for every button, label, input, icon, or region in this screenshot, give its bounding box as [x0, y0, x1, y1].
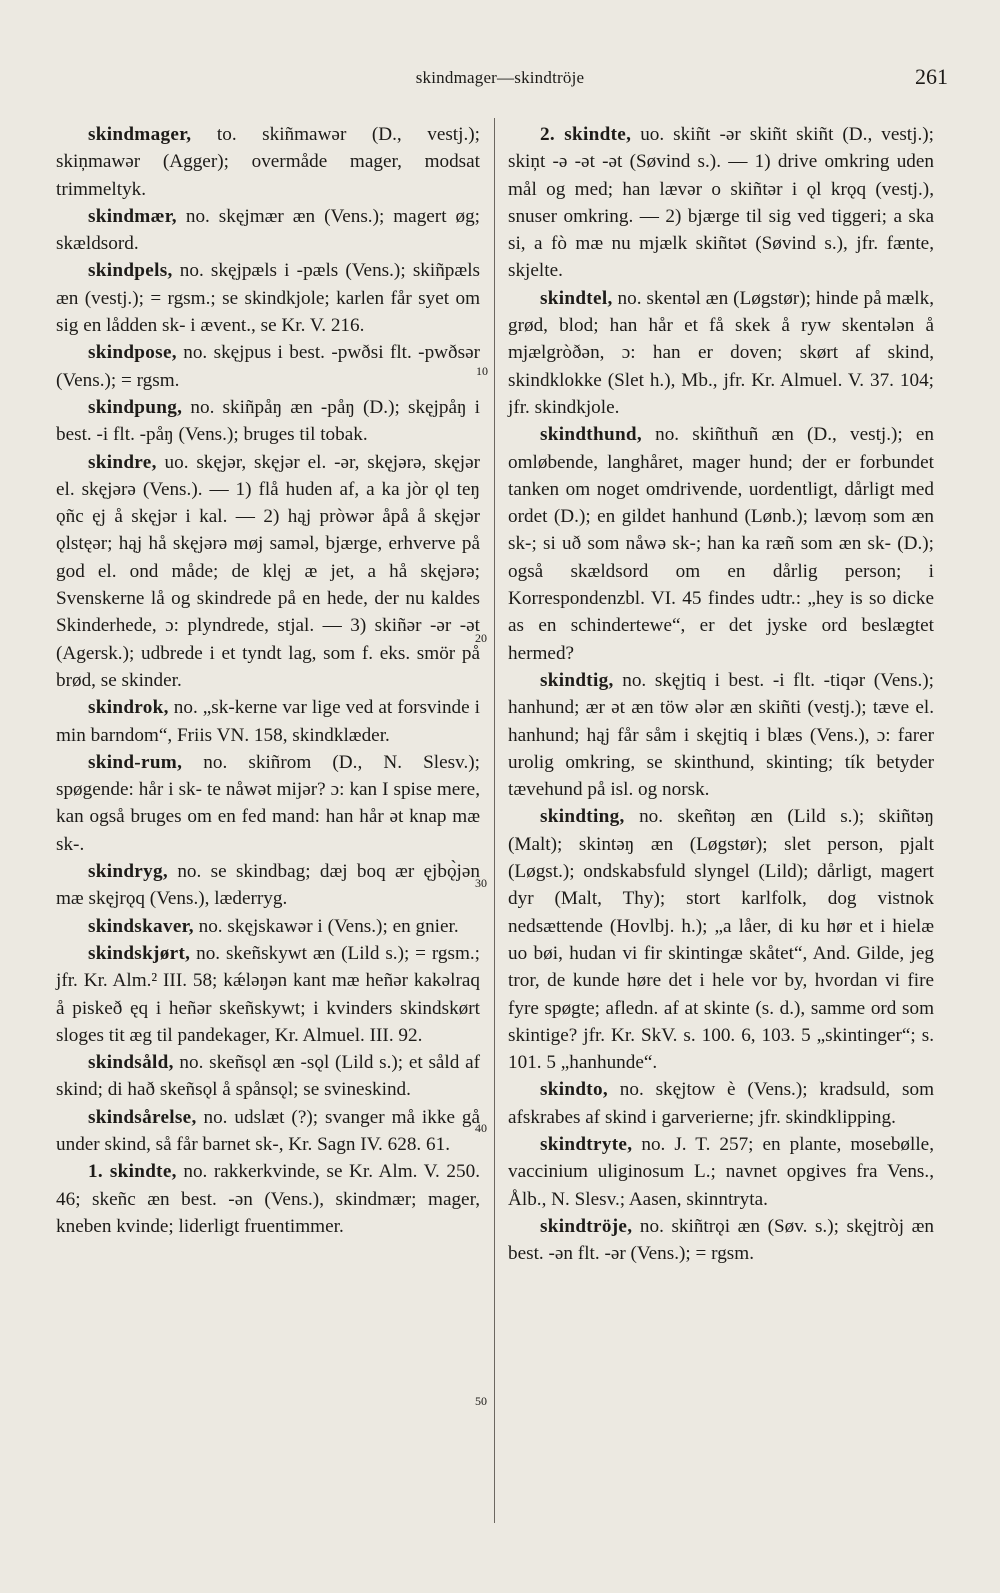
dictionary-entry — [56, 203, 480, 258]
headword: skindtig, — [540, 669, 614, 691]
headword: skindskaver, — [88, 915, 194, 937]
dictionary-entry — [56, 749, 480, 858]
dictionary-entry — [56, 394, 480, 449]
line-number: 50 — [475, 1394, 487, 1408]
headword: skindpung, — [88, 396, 183, 418]
running-head: skindmager—skindtröje — [415, 68, 585, 87]
entry-text: to. skiñmawər (D., vestj.); skiņmawər (Agger); overmåde mager, modsat trimmeltyk. — [56, 124, 480, 200]
headword: skindsårelse, — [88, 1106, 197, 1128]
headword: skind-rum, — [88, 751, 183, 773]
entry-text: no. skiñtrǫi æn (Søv. s.); skęjtròj æn best. -ən flt. -ər (Vens.); = rgsm. — [508, 1215, 934, 1265]
page-number: 261 — [915, 64, 948, 89]
entry-text: no. skeñsǫl æn -sǫl (Lild s.); et såld af skind; di hað skeñsǫl å spånsǫl; se svineskind. — [56, 1052, 480, 1101]
line-number: 10 — [476, 364, 488, 378]
entry-text: no. skęjpæls i -pæls (Vens.); skiñpæls æn (vestj.); = rgsm.; se skindkjole; karlen får syet om sig en lådden sk- i ævent., se Kr. V. 216. — [56, 260, 480, 337]
dictionary-entry — [56, 121, 480, 203]
left-column — [56, 121, 480, 1240]
headword: skindto, — [540, 1079, 608, 1101]
column-divider — [494, 118, 495, 1523]
line-number: 30 — [475, 876, 487, 890]
headword: skindryg, — [88, 861, 169, 883]
entry-text: no. skęjtiq i best. -i flt. -tiqər (Vens.); hanhund; ær ət æn töw ələr æn skiñti (vestj.); tæve el. hanhund; hąj får såm i skęjtiq i blæs (Vens.), ɔ: farer urolig omkring, se skinthund, skinting; tík betyder tævehund på isl. og norsk. — [508, 669, 934, 801]
headword: skindmær, — [88, 205, 177, 227]
dictionary-entry — [508, 667, 934, 803]
dictionary-entry — [508, 1076, 934, 1131]
dictionary-entry — [56, 858, 480, 913]
entry-text: no. skęjmær æn (Vens.); magert øg; skældsord. — [56, 205, 480, 255]
dictionary-entry — [56, 257, 480, 339]
entry-text: uo. skęjər, skęjər el. -ər, skęjərə, skęjər el. skęjərə (Vens.). — 1) flå huden af, a ka jòr ǫl teŋ ǫñc ęj å skęjər i kal. — 2) hąj pròwər åpå å skęjər ǫlstęər; hąj hå skęjərə møj saməl, bjærge, erhverve på god el. ond måde; de klęj æ jet, a hå skęjərə; Svenskerne lå og skindrede på en hede, der nu kaldes Skinderhede, ɔ: plyndrede, stjal. — 3) skiñər -ər -ət (Agersk.); udbrede i et tyndt lag, som f. eks. smör på brød, se skinder. — [56, 451, 480, 691]
dictionary-entry — [508, 1131, 934, 1213]
headword: skindpose, — [88, 342, 177, 364]
dictionary-entry — [56, 449, 480, 695]
headword: skindtröje, — [540, 1215, 633, 1237]
headword: skindsåld, — [88, 1052, 174, 1074]
entry-text: no. skiñthuñ æn (D., vestj.); en omløbende, langhåret, mager hund; der er forbundet tanken om noget omdrivende, uordentligt, dårligt med ordet (D.); en gildet hanhund (Lønb.); lævoṃ som æn sk-; si uð som nåwə sk-; han ka ræñ som æn sk- (D.); også skældsord om en dårlig person; i Korrespondenzbl. VI. 45 findes udtr.: „hey is so dicke as en schindertewe“, er det jyske ord beslægtet hermed? — [508, 424, 934, 664]
dictionary-entry — [508, 803, 934, 1076]
dictionary-entry — [508, 1213, 934, 1268]
right-column — [508, 121, 934, 1267]
page-header — [0, 64, 1000, 94]
headword: skindrok, — [88, 697, 169, 719]
dictionary-entry — [56, 1104, 480, 1159]
entry-text: no. skentəl æn (Løgstør); hinde på mælk, grød, blod; han hår et få skek å ryw skentələn å mjælgròðən, ɔ: han er doven; skørt af skind, skindklokke (Slet h.), Mb., jfr. Kr. Almuel. V. 37. 104; jfr. skindkjole. — [508, 287, 934, 418]
entry-text: no. rakkerkvinde, se Kr. Alm. V. 250. 46; skeñc æn best. -ən (Vens.), skindmær; mager, kneben kvinde; liderligt fruentimmer. — [56, 1161, 480, 1237]
entry-text: no. skeñtəŋ æn (Lild s.); skiñtəŋ (Malt); skintəŋ æn (Løgstør); slet person, pjalt (Løgst.); ondskabsfuld slyngel (Lild); dårligt, magert dyr (Malt, Thy); stort karlfolk, dog vistnok nedsættende (Hovlbj. h.); „a låer, di ku hør et i hielæ uo bøi, hudan vi fir skintingæ skåtet“, And. Gilde, jeg tror, de kunde høre det i hele vor by, hvordan vi fire fyre spøgte; afledn. af at skinte (s. d.), samme ord som skintige? jfr. Kr. SkV. s. 100. 6, 103. 5 „skintinger“; s. 101. 5 „hanhunde“. — [508, 806, 934, 1074]
headword: 2. skindte, — [540, 124, 632, 145]
headword: skindtryte, — [540, 1133, 633, 1155]
headword: skindre, — [88, 451, 157, 473]
headword: skindskjørt, — [88, 942, 191, 964]
dictionary-entry — [56, 339, 480, 394]
entry-text: uo. skiñt -ər skiñt skiñt (D., vestj.); skiņt -ə -ət -ət (Søvind s.). — 1) drive omkring uden mål og med; han lævər o skiñtər i ǫl krǫq (vestj.), snuser omkring. — 2) bjærge til sig ved tiggeri; a ska si, a fò mæ nu mjælk skiñtət (Søvind s.), jfr. fænte, skjelte. — [508, 124, 934, 282]
entry-text: no. udslæt (?); svanger må ikke gå under skind, så får barnet sk-, Kr. Sagn IV. 628. 61. — [56, 1106, 480, 1155]
line-number: 40 — [475, 1121, 487, 1135]
dictionary-entry — [508, 285, 934, 421]
dictionary-entry — [508, 421, 934, 667]
dictionary-entry — [56, 1049, 480, 1104]
headword: 1. skindte, — [88, 1161, 177, 1183]
entry-text: no. se skindbag; dæj boq ær ęjbǫ̀jən mæ skęjrǫq (Vens.), læderryg. — [56, 861, 480, 910]
entry-text: no. skęjskawər i (Vens.); en gnier. — [193, 915, 459, 937]
line-number: 20 — [475, 631, 487, 645]
headword: skindting, — [540, 806, 625, 828]
headword: skindthund, — [540, 424, 642, 446]
dictionary-entry — [56, 694, 480, 749]
entry-text: no. skiñpåŋ æn -påŋ (D.); skęjpåŋ i best. -i flt. -påŋ (Vens.); bruges til tobak. — [56, 396, 480, 446]
entry-text: no. skęjpus i best. -pwðsi flt. -pwðsər (Vens.); = rgsm. — [56, 342, 480, 391]
entry-text: no. „sk-kerne var lige ved at forsvinde i min barndom“, Friis VN. 158, skindklæder. — [56, 697, 480, 746]
headword: skindmager, — [88, 124, 192, 145]
entry-text: no. skiñrom (D., N. Slesv.); spøgende: hår i sk- te nåwət mijər? ɔ: kan I spise mere, kan også bruges om en fed mand: han hår ət knap mæ sk-. — [56, 751, 480, 855]
entry-text: no. skeñskywt æn (Lild s.); = rgsm.; jfr. Kr. Alm.² III. 58; kǽləŋən kant mæ heñər kakəlraq å piskeð ęq i heñər skeñskywt; i kvinders skindskørt sloges tit æg til pandekager, Kr. Almuel. III. 92. — [56, 942, 480, 1046]
entry-text: no. skęjtow è (Vens.); kradsuld, som afskrabes af skind i garverierne; jfr. skindklipping. — [508, 1079, 934, 1128]
entry-text: no. J. T. 257; en plante, mosebølle, vaccinium uliginosum L.; navnet opgives fra Vens., Ålb., N. Slesv.; Aasen, skinntryta. — [508, 1133, 934, 1210]
headword: skindpels, — [88, 260, 173, 282]
dictionary-entry — [56, 1158, 480, 1240]
dictionary-entry — [56, 940, 480, 1049]
dictionary-entry — [56, 913, 480, 940]
dictionary-entry — [508, 121, 934, 285]
headword: skindtel, — [540, 287, 613, 309]
